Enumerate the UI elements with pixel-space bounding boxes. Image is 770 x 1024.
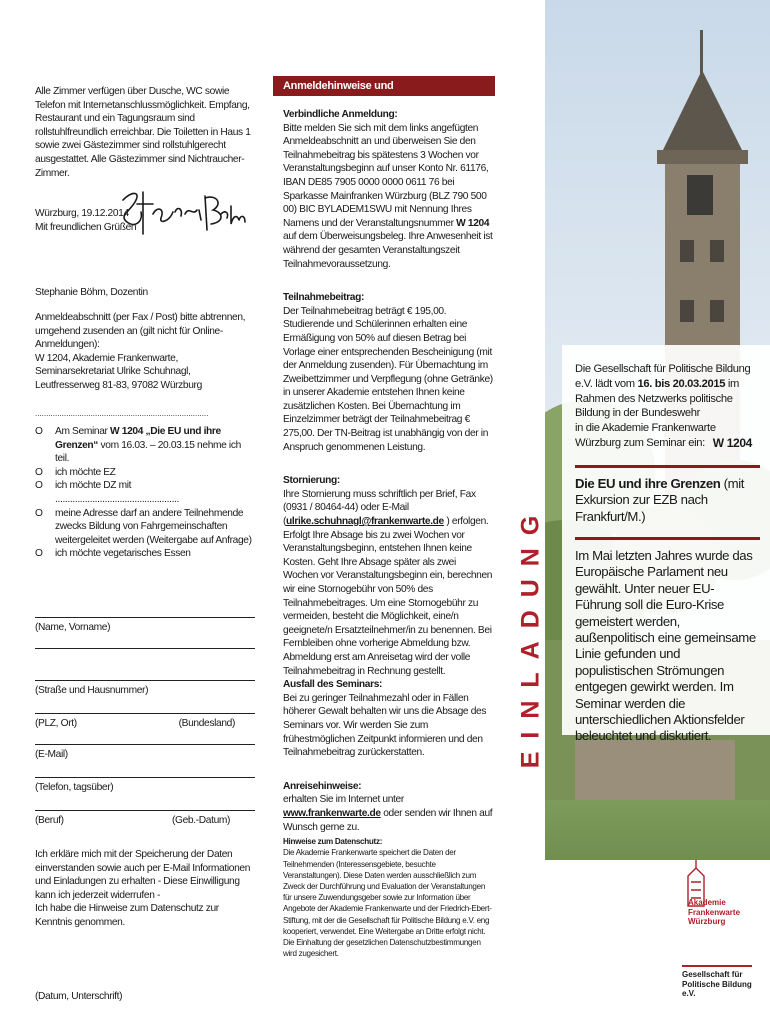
checkbox-mark[interactable]: O (35, 507, 43, 519)
job-row (35, 811, 255, 826)
checkbox-mark[interactable]: O (35, 548, 43, 560)
accent-divider (575, 465, 760, 468)
text-part: in die Akademie Frankenwarte Würzburg zum Seminar ein: (575, 422, 716, 449)
seminar-number: W 1204 (456, 217, 490, 229)
seminar-title-sub: (mit Exkursion zur EZB nach Frankfurt/M.) (575, 475, 745, 524)
text-part: auf dem Überweisungsbeleg. Ihre Anwesenheit ist während der gesamten Veranstaltungszeit Teilnahmevoraussetzung. (283, 231, 493, 270)
seminar-description: Im Mai letzten Jahres wurde das Europäische Parlament neu gewählt. Unter neuer EU-Führung soll die Euro-Krise gemeistert werden, außenpolitisch eine gemeinsame Linie gefunden und populistischen Strömungen entgegen gewirkt werden. Im Seminar werden die unterschiedlichen Aktionsfelder beleuchtet und diskutiert. (575, 548, 756, 744)
text-part: ) erfolgen. Erfolgt Ihre Absage bis zu zwei Wochen vor Veranstaltungsbeginn, entstehen Ihnen keine Kosten. Geht Ihre Absage später als zwei Wochen vor Veranstaltungsbeginn ein, berechnen wir eine Stornogebühr von 50% des Teilnahmebeitrages. Um eine Stornogebühr zu vermeiden, besteht die Möglichkeit, eine/n geeignete/n Ersatzteilnehmer/in zu benennen. Bei Fernbleiben ohne vorherige Abmeldung bzw. Abmeldung erst am Anreisetag wird der volle Teilnahmebeitrag in Rechnung gestellt. (283, 516, 493, 677)
reply-address: W 1204, Akademie Frankenwarte, Seminarsekretariat Ulrike Schuhnagl, Leutfresserweg 81-83, 97082 Würzburg (35, 352, 202, 391)
option-attend[interactable] (35, 425, 255, 466)
seminar-cancel-title: Ausfall des Seminars: (283, 679, 383, 691)
option-seminar-title: W 1204 „Die EU und ihre Grenzen“ (55, 426, 221, 451)
travel-title: Anreisehinweise: (283, 780, 362, 792)
name-label: (Name, Vorname) (35, 622, 111, 634)
street-field[interactable] (35, 679, 255, 681)
phone-field[interactable] (35, 776, 255, 778)
cancellation-title: Stornierung: (283, 475, 340, 487)
cancellation-text (283, 488, 493, 678)
consent-text: Ich erkläre mich mit der Speicherung der Daten einverstanden sowie auch per E-Mail Informationen und Einladungen zu erhalten - Diese Einwilligung kann ich jederzeit widerrufen - (35, 849, 251, 901)
email-label: (E-Mail) (35, 749, 68, 761)
email-field[interactable] (35, 743, 255, 745)
option-text-end: vom 16.03. – 20.03.15 nehme ich teil. (55, 439, 241, 465)
option-carpool[interactable] (35, 507, 255, 548)
signer-name: Stephanie Böhm, Dozentin (35, 287, 148, 299)
address-form (35, 616, 255, 826)
checkbox-mark[interactable]: O (35, 426, 43, 438)
dotted-separator: .............................................................................. (35, 408, 209, 418)
date-signature-label: (Datum, Unterschrift) (35, 990, 123, 1002)
email-link[interactable]: ulrike.schuhnagl@frankenwarte.de (286, 516, 444, 528)
checkbox-mark[interactable]: O (35, 466, 43, 478)
signature-drawing (113, 182, 253, 242)
option-double-room[interactable] (35, 479, 255, 506)
invitation-intro (575, 362, 760, 421)
text-part: Bitte melden Sie sich mit dem links angefügten Anmeldeabschnitt an und überweisen Sie den Teilnahmebeitrag bis spätestens 3 Wochen vor Veranstaltungsbeginn auf unser Konto Nr. 61176, IBAN DE85 7905 0000 0000 0611 76 bei Sparkasse Mainfranken Würzburg (BLZ 790 500 00) BIC BYLADEM1SWU mit Nennung Ihres Namens und der Veranstaltungsnummer (283, 122, 489, 229)
binding-registration-text (283, 122, 493, 272)
left-column (35, 0, 255, 1003)
text-part: Die Gesellschaft für Politische Bildung e.V. lädt vom (575, 363, 751, 390)
option-text: Am Seminar (55, 426, 111, 438)
option-text: ich möchte EZ (55, 466, 116, 478)
option-text: meine Adresse darf an andere Teilnehmende zwecks Bildung von Fahrgemeinschaften weitergeleitet werden (Weitergabe auf Anfrage) (55, 507, 252, 546)
option-text: ich möchte DZ mit .................................................. (55, 480, 180, 506)
accent-divider-2 (575, 537, 760, 540)
plz-row (35, 714, 235, 729)
option-list (35, 425, 255, 561)
seminar-title (575, 476, 760, 525)
reply-intro: Anmeldeabschnitt (per Fax / Post) bitte abtrennen, umgehend zusenden an (gilt nicht für Online-Anmeldungen): (35, 311, 246, 351)
invitation-vertical-title (516, 500, 546, 770)
text-part: im Rahmen des Netzwerks politische Bildung in der Bundeswehr (575, 377, 739, 420)
seminar-info-panel (562, 345, 770, 744)
job-label: (Beruf) (35, 815, 64, 827)
street-label: (Straße und Hausnummer) (35, 685, 149, 697)
invitation-venue (575, 421, 760, 451)
state-label: (Bundesland) (178, 718, 235, 730)
society-logo-text: Gesellschaft für Politische Bildung e.V. (682, 965, 752, 999)
option-single-room[interactable] (35, 466, 255, 480)
birth-label: (Geb.-Datum) (172, 815, 231, 827)
seminar-info-content (562, 345, 770, 745)
date-line: Würzburg, 19.12.2014 (35, 208, 129, 220)
greeting: Mit freundlichen Grüßen (35, 221, 137, 233)
name-field[interactable] (35, 616, 255, 618)
academy-logo-text: Akademie Frankenwarte Würzburg (688, 898, 741, 926)
phone-label: (Telefon, tagsüber) (35, 782, 114, 794)
society-logo (682, 965, 762, 999)
signature (113, 182, 253, 242)
option-vegetarian[interactable] (35, 547, 255, 561)
fee-text: Der Teilnahmebeitrag beträgt € 195,00. Studierende und Schülerinnen erhalten eine Ermäßigung von 50% auf diesen Betrag bei Vorlage einer entsprechenden Bescheinigung (mit der Anmeldung zusenden). Für Übernachtung im Zweibettzimmer und Verpflegung (ohne Getränke) in unserer Akademie entstehen Ihnen keine zusätzlichen Kosten. Bei Übernachtung im Einzelzimmer beträgt der Teilnahmebeitrag € 275,00. Der TN-Beitrag ist unabhängig von der in Anspruch genommenen Leistung. (283, 305, 493, 453)
privacy-title: Hinweise zum Datenschutz: (283, 837, 383, 847)
binding-registration-title: Verbindliche Anmeldung: (283, 109, 398, 120)
name-field-2[interactable] (35, 647, 255, 649)
invitation-title-text: EINLADUNG (516, 502, 545, 768)
plz-label: (PLZ, Ort) (35, 718, 77, 730)
intro-text: Alle Zimmer verfügen über Dusche, WC sowie Telefon mit Internetanschlussmöglichkeit. Empfang, Restaurant und ein Tagungsraum sind rollstuhlfreundlich erreichbar. Die Toiletten in Haus 1 sowie zwei Gästezimmer sind rollstuhlgerecht ausgestattet. Alle Gästezimmer sind Nichtraucher-Zimmer. (35, 86, 251, 179)
seminar-code: W 1204 (712, 435, 752, 450)
text-part: oder senden wir Ihnen auf Wunsch gerne zu. (283, 807, 493, 833)
travel-text (283, 793, 493, 834)
seminar-title-main: Die EU und ihre Grenzen (575, 475, 721, 491)
seminar-cancel-text: Bei zu geringer Teilnahmezahl oder in Fällen höherer Gewalt behalten wir uns die Absage des Seminars vor. Wir werden Sie zum frühestmöglichen Zeitpunkt informieren und den Teilnahmebeitrag zurückerstatten. (283, 692, 487, 759)
text-part: Ihre Stornierung muss schriftlich per Brief, Fax (0931 / 80464-44) oder E-Mail ( (283, 488, 476, 528)
fee-title: Teilnahmebeitrag: (283, 292, 365, 304)
website-link[interactable]: www.frankenwarte.de (283, 807, 381, 819)
privacy-text: Die Akademie Frankenwarte speichert die Daten der Teilnehmenden (Interessensgebiete, besuchte Veranstaltungen). Diese Daten werden ausschließlich zum Zweck der Durchführung und Evaluation der Veranstaltungen für unsere Zuwendungsgeber sowie zur Information über Angebote der Akademie Frankenwarte und der Friedrich-Ebert-Stiftung, mit der die Gesellschaft für Politische Bildung e.V. eng kooperiert, verwendet. Eine Weitergabe an Dritte erfolgt nicht. Die Einhaltung der gesetzlichen Datenschutzbestimmungen wird zugesichert. (283, 848, 492, 959)
middle-column (283, 108, 493, 959)
checkbox-mark[interactable]: O (35, 480, 43, 492)
seminar-dates: 16. bis 20.03.2015 (637, 377, 726, 390)
consent-privacy: Ich habe die Hinweise zum Datenschutz zur Kenntnis genommen. (35, 903, 219, 928)
conditions-header: Anmeldehinweise und Teilnahmebedingungen (273, 76, 495, 96)
option-text: ich möchte vegetarisches Essen (55, 548, 191, 560)
text-part: erhalten Sie im Internet unter (283, 794, 404, 806)
